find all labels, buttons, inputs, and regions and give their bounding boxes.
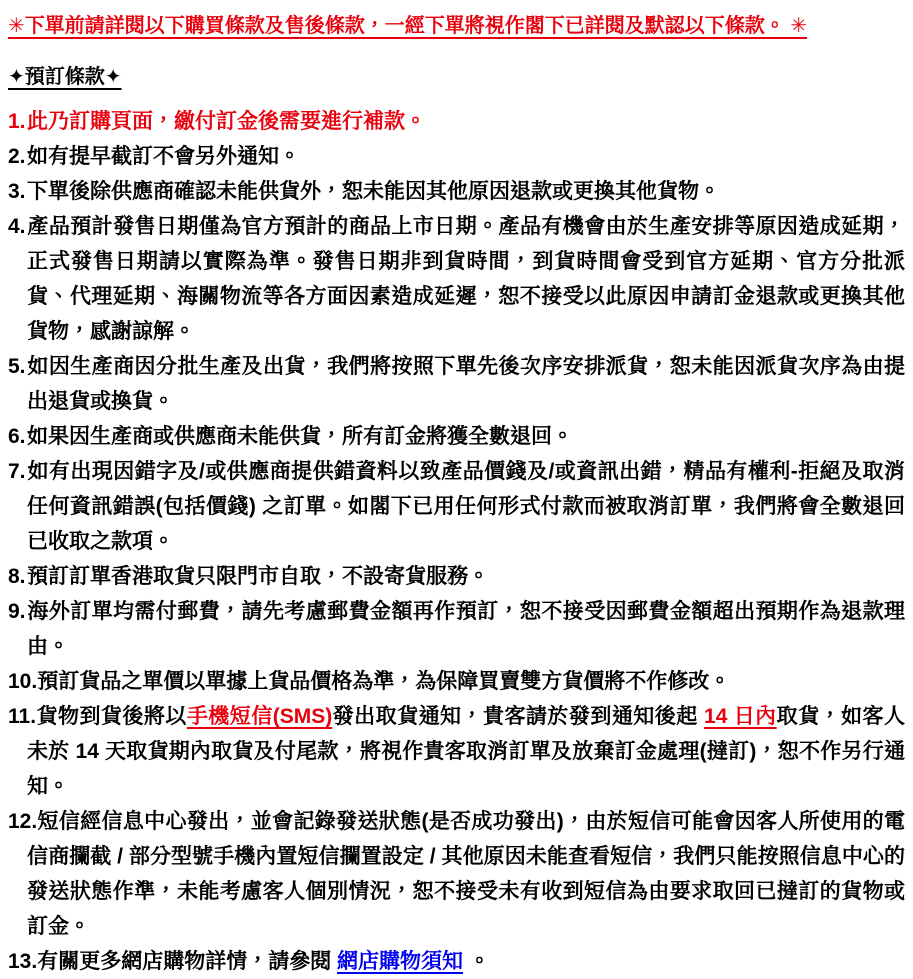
term-text-segment: 預訂貨品之單價以單據上貨品價格為準，為保障買賣雙方貨價將不作修改。 — [37, 670, 731, 693]
term-number: 7. — [8, 460, 26, 483]
term-text — [27, 600, 905, 658]
term-text — [27, 145, 300, 168]
pickup-deadline-highlight: 14 日內 — [704, 705, 777, 728]
term-text-segment: 。 — [463, 950, 490, 973]
term-item-2 — [8, 139, 905, 174]
term-item-7 — [8, 454, 905, 559]
term-number: 12. — [8, 810, 38, 833]
term-number: 4. — [8, 215, 26, 238]
term-text-segment: 發出取貨通知，貴客請於發到通知後起 — [332, 705, 705, 728]
term-text — [27, 215, 905, 343]
term-text-segment: 短信經信息中心發出，並會記錄發送狀態(是否成功發出)，由於短信可能會因客人所使用的電信商攔截 / 部分型號手機內置短信攔置設定 / 其他原因未能查看短信，我們只能按照信息中心的發送狀態作準，未能考慮客人個別情況，恕不接受未有收到短信為由要求取回已撻訂的貨物或訂金。 — [27, 810, 905, 938]
term-text-segment: 取貨，如客人未於 14 天取貨期內取貨及付尾款，將視作貴客取消訂單及放棄訂金處理(撻訂)，恕不作另行通知。 — [27, 705, 905, 798]
term-item-6 — [8, 419, 905, 454]
term-text — [37, 950, 490, 973]
term-number: 13. — [8, 950, 38, 973]
term-item-11 — [8, 699, 905, 804]
term-text — [37, 670, 730, 693]
term-text — [27, 425, 573, 448]
term-text-segment: 貨物到貨後將以 — [36, 705, 187, 728]
term-item-8 — [8, 559, 905, 594]
term-item-3 — [8, 174, 905, 209]
term-number: 8. — [8, 565, 26, 588]
term-item-4 — [8, 209, 905, 349]
term-number: 2. — [8, 145, 26, 168]
term-text — [27, 355, 905, 413]
term-text-segment: 預訂訂單香港取貨只限門市自取，不設寄貨服務。 — [27, 565, 489, 588]
term-text — [27, 110, 426, 133]
preorder-terms-page — [8, 12, 905, 979]
term-text — [27, 565, 489, 588]
term-item-1 — [8, 104, 905, 139]
term-number: 3. — [8, 180, 26, 203]
term-text-segment: 產品預計發售日期僅為官方預計的商品上市日期。產品有機會由於生產安排等原因造成延期，正式發售日期請以實際為準。發售日期非到貨時間，到貨時間會受到官方延期、官方分批派貨、代理延期、海關物流等各方面因素造成延遲，恕不接受以此原因申請訂金退款或更換其他貨物，感謝諒解。 — [27, 215, 905, 343]
term-text — [27, 460, 905, 553]
preorder-terms-title: ✦預訂條款✦ — [8, 66, 122, 88]
term-text-segment: 如果因生產商或供應商未能供貨，所有訂金將獲全數退回。 — [27, 425, 573, 448]
term-number: 6. — [8, 425, 26, 448]
term-number: 10. — [8, 670, 38, 693]
term-text-segment: 有關更多網店購物詳情，請參閱 — [37, 950, 338, 973]
term-text-segment: 此乃訂購頁面，繳付訂金後需要進行補款。 — [27, 110, 426, 133]
term-item-12 — [8, 804, 905, 944]
term-number: 11. — [8, 705, 37, 728]
term-text — [27, 180, 720, 203]
term-text-segment: 海外訂單均需付郵費，請先考慮郵費金額再作預訂，恕不接受因郵費金額超出預期作為退款理由。 — [27, 600, 905, 658]
term-item-9 — [8, 594, 905, 664]
term-number: 9. — [8, 600, 26, 623]
term-item-10 — [8, 664, 905, 699]
term-text-segment: 如因生產商因分批生產及出貨，我們將按照下單先後次序安排派貨，恕未能因派貨次序為由提出退貨或換貨。 — [27, 355, 905, 413]
term-number: 5. — [8, 355, 26, 378]
sms-notice-highlight: 手機短信(SMS) — [186, 705, 333, 728]
term-item-5 — [8, 349, 905, 419]
term-item-13 — [8, 944, 905, 979]
terms-list — [8, 104, 905, 979]
term-text-segment: 如有提早截訂不會另外通知。 — [27, 145, 300, 168]
term-text-segment: 如有出現因錯字及/或供應商提供錯資料以致產品價錢及/或資訊出錯，精品有權利-拒絕及取消任何資訊錯誤(包括價錢) 之訂單。如閣下已用任何形式付款而被取消訂單，我們將會全數退回已收取之款項。 — [27, 460, 905, 553]
store-shopping-notice-link[interactable]: 網店購物須知 — [337, 950, 464, 973]
term-text — [27, 705, 905, 798]
term-text-segment: 下單後除供應商確認未能供貨外，恕未能因其他原因退款或更換其他貨物。 — [27, 180, 720, 203]
term-text — [27, 810, 905, 938]
purchase-terms-warning: ✳下單前請詳閱以下購買條款及售後條款，一經下單將視作閣下已詳閱及默認以下條款。 ✳ — [8, 15, 808, 37]
term-number: 1. — [8, 110, 26, 133]
